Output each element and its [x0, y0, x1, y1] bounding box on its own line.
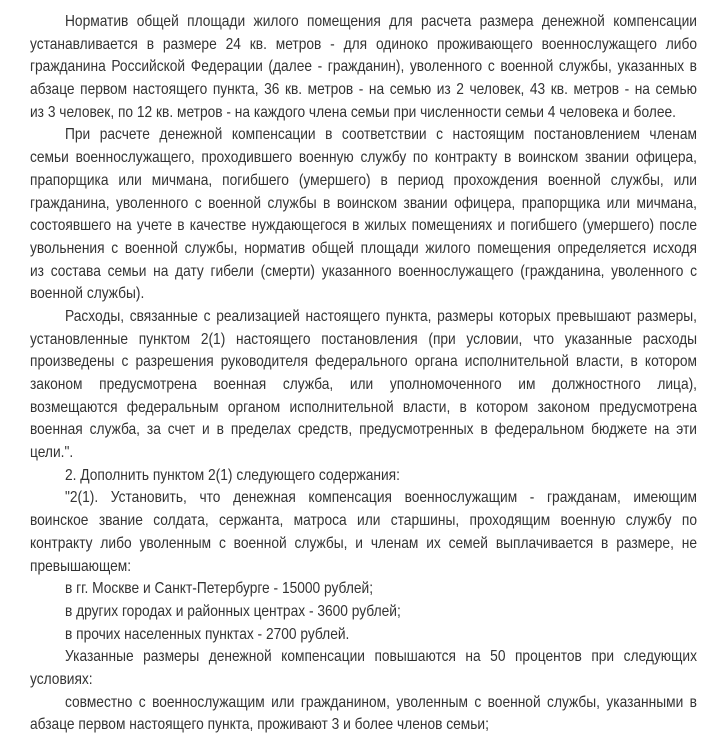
- paragraph: [30, 11, 697, 124]
- text-line-content: возмещаются федеральным органом исполнительной власти, в котором законом предусмотрена: [30, 398, 697, 416]
- text-line-content: в гг. Москве и Санкт-Петербурге - 15000 рублей;: [65, 580, 374, 598]
- text-line: [30, 56, 697, 79]
- text-line: [30, 351, 697, 374]
- text-line-content: прапорщика или мичмана, погибшего (умершего) в период прохождения военной службы, или: [30, 171, 697, 189]
- text-line-content: превышающем:: [30, 557, 132, 575]
- text-line-content: условиях:: [30, 670, 93, 688]
- text-line-content: 2. Дополнить пунктом 2(1) следующего содержания:: [65, 466, 400, 484]
- text-line-content: устанавливается в размере 24 кв. метров - для одиноко проживающего военнослужащего либо: [30, 35, 697, 53]
- text-line: [30, 397, 697, 420]
- text-line: [30, 669, 697, 692]
- text-line: [30, 714, 697, 737]
- text-line-content: установленные пунктом 2(1) настоящего постановления (при условии, что указанные расходы: [30, 330, 697, 348]
- document-body: [30, 11, 697, 737]
- text-line: [30, 79, 697, 102]
- text-line: [30, 147, 697, 170]
- text-line: [30, 193, 697, 216]
- text-line: [65, 465, 697, 488]
- paragraph: [30, 465, 697, 488]
- text-line: [30, 556, 697, 579]
- text-line: [65, 487, 697, 510]
- text-line: [30, 261, 697, 284]
- text-line: [65, 601, 697, 624]
- text-line-content: Расходы, связанные с реализацией настоящего пункта, размеры которых превышают размеры,: [65, 307, 697, 325]
- text-line-content: Норматив общей площади жилого помещения для расчета размера денежной компенсации: [65, 13, 697, 30]
- text-line-content: в других городах и районных центрах - 3600 рублей;: [65, 602, 401, 620]
- text-line: [30, 374, 697, 397]
- text-line-content: абзаце первом настоящего пункта, 36 кв. метров - на семью из 2 человек, 43 кв. метров - на семью: [30, 81, 697, 99]
- paragraph: [30, 578, 697, 601]
- text-line-content: совместно с военнослужащим или гражданином, уволенным с военной службы, указанными в: [65, 693, 697, 711]
- text-line-content: законом предусмотрена военная служба, или уполномоченного им должностного лица),: [30, 376, 697, 393]
- paragraph: [30, 124, 697, 306]
- text-line-content: произведены с разрешения руководителя федерального органа исполнительной власти, в котором: [30, 353, 697, 371]
- text-line: [30, 215, 697, 238]
- text-line-content: воинское звание солдата, сержанта, матроса или старшины, проходящим военную службу по: [30, 512, 697, 530]
- text-line: [65, 578, 697, 601]
- text-line-content: "2(1). Установить, что денежная компенсация военнослужащим - гражданам, имеющим: [65, 489, 697, 507]
- text-line: [30, 170, 697, 193]
- text-line: [65, 306, 697, 329]
- text-line-content: контракту либо уволенным с военной службы, и членам их семей выплачивается в размере, не: [30, 534, 697, 552]
- paragraph: [30, 624, 697, 647]
- text-line-content: военная служба, за счет и в пределах средств, предусмотренных в федеральном бюджете на эти: [30, 421, 697, 439]
- text-line: [65, 624, 697, 647]
- text-line-content: цели.".: [30, 444, 74, 462]
- text-line-content: При расчете денежной компенсации в соответствии с настоящим постановлением членам: [65, 126, 697, 144]
- text-line: [30, 442, 697, 465]
- paragraph: [30, 487, 697, 578]
- text-line-content: из состава семьи на дату гибели (смерти) указанного военнослужащего (гражданина, уволенного с: [30, 262, 697, 280]
- paragraph: [30, 692, 697, 737]
- text-line: [65, 124, 697, 147]
- text-line-content: абзаце первом настоящего пункта, проживают 3 и более членов семьи;: [30, 716, 489, 734]
- paragraph: [30, 306, 697, 465]
- text-line-content: гражданина, уволенного с военной службы в воинском звании офицера, прапорщика или мичмана,: [30, 194, 697, 212]
- text-line-content: военной службы).: [30, 285, 145, 303]
- text-line: [30, 510, 697, 533]
- text-line-content: Указанные размеры денежной компенсации повышаются на 50 процентов при следующих: [65, 648, 697, 666]
- text-line: [30, 329, 697, 352]
- text-line-content: из 3 человек, по 12 кв. метров - на каждого члена семьи при численности семьи 4 человека и более.: [30, 103, 676, 121]
- text-line-content: в прочих населенных пунктах - 2700 рублей.: [65, 625, 350, 643]
- text-line: [30, 238, 697, 261]
- text-line: [30, 102, 697, 125]
- text-line: [30, 419, 697, 442]
- text-line-content: семьи военнослужащего, проходившего военную службу по контракту в воинском звании офицера,: [30, 149, 697, 167]
- text-line: [65, 646, 697, 669]
- text-line: [30, 533, 697, 556]
- text-line-content: гражданина Российской Федерации (далее - гражданин), уволенного с военной службы, указанных в: [30, 58, 697, 76]
- text-line: [65, 692, 697, 715]
- text-line-content: состоявшего на учете в качестве нуждающегося в жилых помещениях и погибшего (умершего) после: [30, 217, 697, 235]
- paragraph: [30, 601, 697, 624]
- text-line-content: увольнения с военной службы, норматив общей площади жилого помещения определяется исходя: [30, 239, 697, 257]
- text-line: [65, 11, 697, 34]
- text-line: [30, 34, 697, 57]
- text-line: [30, 283, 697, 306]
